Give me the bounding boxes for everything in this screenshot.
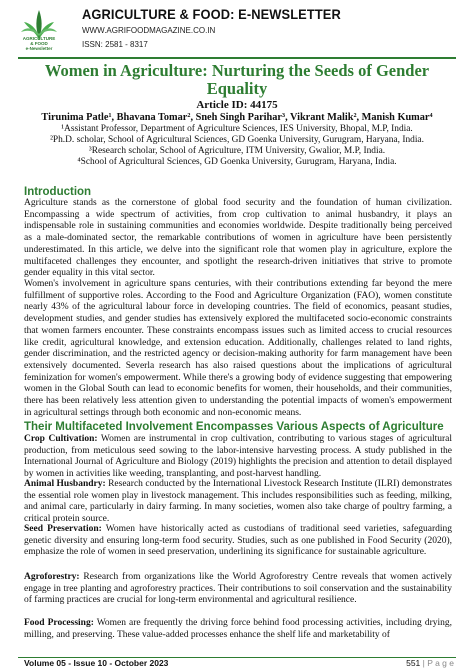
agroforestry-text: Research from organizations like the World Agroforestry Centre reveals that women actively engage in tree planting and agroforestry practices. Their contributions to soil conservation and the sustainability of farming practices are crucial for long-term environmental and agricultural resilience. [24, 572, 452, 606]
affiliation-4: ⁴School of Agricultural Sciences, GD Goenka University, Gurugram, Haryana, India. [77, 157, 397, 167]
page-number-label [406, 658, 454, 668]
crop-cultivation-text: Women are instrumental in crop cultivation, contributing to various stages of agricultural production, from meticulous seed sowing to the labor-intensive harvesting process. A study published in the International Journal of Agriculture and Biology (2019) highlights the precision and attention to detail displayed by women in activities like weeding, transplanting, and post-harvest handling. [24, 434, 452, 480]
newsletter-website[interactable]: WWW.AGRIFOODMAGAZINE.CO.IN [82, 26, 216, 35]
article-title: Women in Agriculture: Nurturing the Seeds of Gender Equality [44, 61, 430, 98]
newsletter-issn: ISSN: 2581 - 8317 [82, 40, 148, 49]
affiliation-3: ³Research scholar, School of Agriculture, ITM University, Gwalior, M.P, India. [88, 146, 386, 156]
agroforestry-term: Agroforestry: [24, 572, 80, 582]
header-divider [18, 57, 456, 59]
introduction-paragraph-2: Women's involvement in agriculture spans centuries, with their contributions extending far beyond the mere fulfillment of supportive roles. According to the Food and Agriculture Organization (FAO), women constitute nearly 43% of the agricultural labour force in developing countries. The field of economics, peasant studies, development studies, and gender studies has extensively explored the multifaceted socio-economic constraints that women farmers encounter. These constraints encompass issues such as limited access to crucial resources like credit, agricultural knowledge, and extension education. Additionally, challenges related to land rights, gender discrimination, and the restricted agency or decision-making authority for farm management have been extensively documented. Severla research has also raised questions about the implications of agricultural feminization for women's empowerment. While there's a growing body of evidence suggesting that empowering women in the Global South can lead to economic benefits for women, their households, and their communities, there has been relatively less attention given to understanding the potential impacts of women's empowerment in agricultural settings through both economic and non-economic means. [24, 279, 452, 418]
article-id: Article ID: 44175 [196, 99, 278, 111]
food-processing-paragraph [24, 618, 452, 641]
page-number: 551 [406, 658, 421, 668]
author-list: Tirunima Patle¹, Bhavana Tomar², Sneh Singh Parihar³, Vikrant Malik², Manish Kumar⁴ [41, 112, 433, 123]
crop-cultivation-term: Crop Cultivation: [24, 434, 98, 444]
seed-preservation-text: Women have historically acted as custodians of traditional seed varieties, safeguarding genetic diversity and ensuring long-term food security. Studies, such as one published in Food Security (2020), emphasize the role of women in seed preservation, underlining its significance for sustainable agriculture. [24, 524, 452, 558]
seed-preservation-paragraph [24, 524, 452, 559]
newsletter-header [0, 0, 474, 60]
involvement-heading: Their Multifaceted Involvement Encompasses Various Aspects of Agriculture [24, 421, 444, 433]
animal-husbandry-text: Research conducted by the International Livestock Research Institute (ILRI) demonstrates the essential role women play in livestock management. This includes responsibilities such as feeding, milking, and animal care, particularly in dairy farming. In many societies, women also take charge of poultry farming, a critical protein source. [24, 479, 452, 525]
logo-text: AGRICULTURE & FOOD e-Newsletter [22, 36, 56, 51]
affiliation-1: ¹Assistant Professor, Department of Agriculture Sciences, IES University, Bhopal, M.P, India. [61, 124, 413, 134]
introduction-paragraph-1: Agriculture stands as the cornerstone of global food security and the foundation of human civilization. Encompassing a wide spectrum of activities, from crop cultivation to animal husbandry, it plays an indispensable role in sustaining communities and economies worldwide. Despite traditionally being perceived as a male-dominated sector, the remarkable contributions of women in agriculture have been persistently underestimated. In this article, we delve into the significant role that women play in agriculture, explore the multifaceted challenges they encounter, and spotlight the research-driven initiatives that strive to promote gender equality in this vital sector. [24, 198, 452, 279]
animal-husbandry-paragraph [24, 479, 452, 526]
crop-cultivation-paragraph [24, 434, 452, 481]
newsletter-title: AGRICULTURE & FOOD: E-NEWSLETTER [82, 6, 341, 22]
volume-issue-label: Volume 05 - Issue 10 - October 2023 [24, 658, 169, 668]
affiliation-2: ²Ph.D. scholar, School of Agricultural Sciences, GD Goenka University, Gurugram, Haryana, India. [50, 135, 424, 145]
seed-preservation-term: Seed Preservation: [24, 524, 102, 534]
introduction-heading: Introduction [24, 186, 92, 198]
animal-husbandry-term: Animal Husbandry: [24, 479, 106, 489]
food-processing-text: Women are frequently the driving force behind food processing activities, including drying, milling, and preserving. These value-added processes enhance the shelf life and marketability of [24, 618, 452, 640]
agroforestry-paragraph [24, 572, 452, 607]
food-processing-term: Food Processing: [24, 618, 94, 628]
page-suffix: | P a g e [420, 658, 454, 668]
